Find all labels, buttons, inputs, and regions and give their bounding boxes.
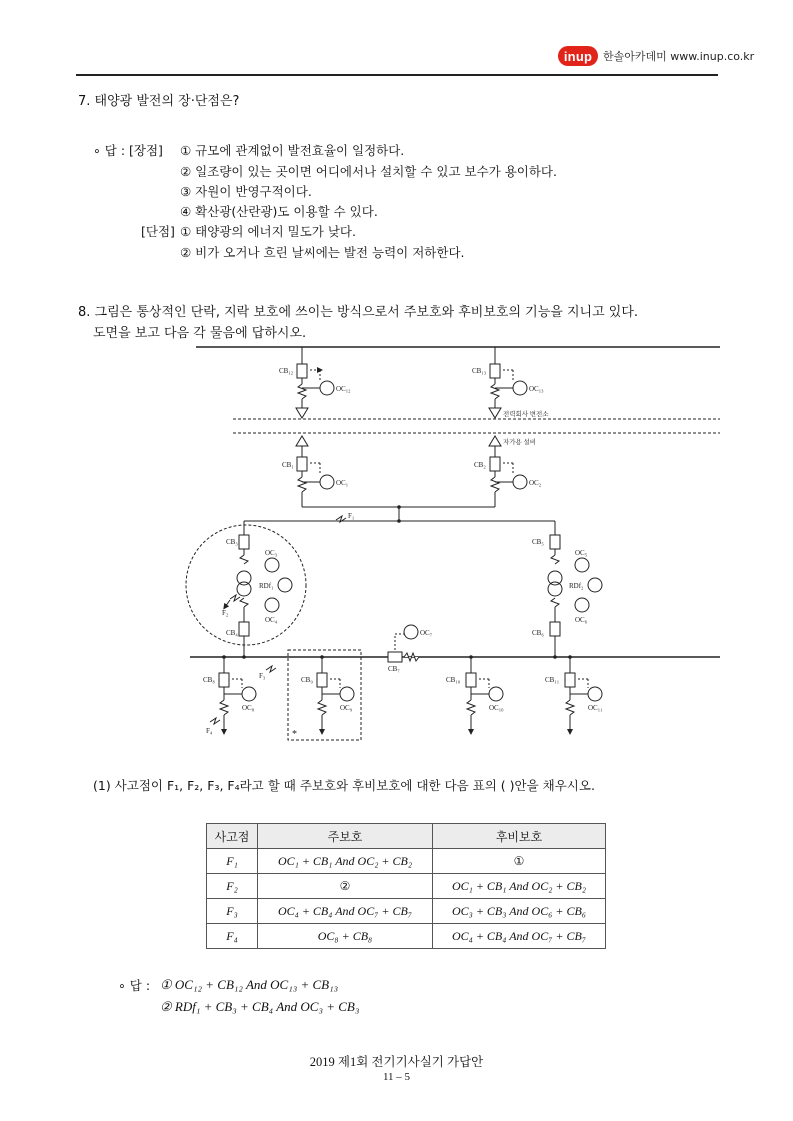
table-header: 주보호 [258,824,433,849]
rdf1-relay [278,578,292,592]
oc5-label: OC₅ [575,549,588,557]
fault-f4-symbol [210,718,220,724]
cb13-breaker [490,364,500,378]
table-cell: OC₄ + CB₄ And OC₇ + CB₇ [433,924,606,949]
cb13-triangle [489,408,501,418]
cb12-breaker [297,364,307,378]
oc6-label: OC₆ [575,616,588,624]
q7-cons-label: [단점] [141,224,175,239]
rdf2-label: RDf₂ [569,582,584,590]
oc7-label: OC₇ [420,629,433,637]
cb12-label: CB₁₂ [279,367,294,375]
q8-answer-2: ② RDf₁ + CB₃ + CB₄ And OC₃ + CB₃ [160,999,360,1014]
rdf1-label: RDf₁ [259,582,274,590]
oc7-relay [404,625,418,639]
q7-pro-4: ④ 확산광(산란광)도 이용할 수 있다. [180,204,378,219]
customer-facility-label: 자가용 설비 [503,439,537,446]
oc8-label: OC₈ [242,704,255,712]
brand-logo: inup [558,46,598,66]
table-row [207,924,606,949]
table-cell: OC₁ + CB₁ And OC₂ + CB₂ [433,874,606,899]
cb1-breaker [297,457,307,471]
oc10-label: OC₁₀ [489,704,504,712]
feeder-cb2 [489,436,527,507]
table-row [207,874,606,899]
cb12-triangle [296,408,308,418]
oc10-relay [489,687,503,701]
oc2-relay [513,475,527,489]
oc11-relay [588,687,602,701]
cb11-label: CB₁₁ [545,676,560,684]
cb3-breaker [239,535,249,549]
table-cell: F₃ [207,899,258,924]
q7-con-1: ① 태양광의 에너지 밀도가 낮다. [180,224,356,239]
oc4-label: OC₄ [265,616,278,624]
table-header: 사고점 [207,824,258,849]
f4-label: F₄ [206,727,213,735]
brand-text: 한솔아카데미 www.inup.co.kr [603,50,755,63]
oc13-relay [513,381,527,395]
q8-sub1: (1) 사고점이 F₁, F₂, F₃, F₄라고 할 때 주보호와 후비보호에 대한 다음 표의 ( )안을 채우시오. [93,778,595,793]
cb6-breaker [550,622,560,636]
fault-f2-symbol [230,595,240,601]
table-row [207,899,606,924]
cb2-breaker [490,457,500,471]
oc4-relay [265,598,279,612]
feeder-cb9 [317,655,354,732]
cb3-label: CB₃ [226,538,238,546]
cb10-label: CB₁₀ [446,676,461,684]
fault-f3-symbol [266,666,276,672]
footer-title: 2019 제1회 전기기사실기 가답안 [309,1055,484,1069]
cb7-breaker [388,652,402,662]
page-number: 11 – 5 [382,1071,411,1083]
feeder-cb13 [489,347,527,418]
cb4-label: CB₄ [226,629,238,637]
cb11-breaker [565,673,575,687]
q8-answer-1: ① OC₁₂ + CB₁₂ And OC₁₃ + CB₁₃ [160,977,339,992]
zone-box-cb9 [288,650,361,740]
q7-title: 7. 태양광 발전의 장·단점은? [78,94,240,109]
oc1-relay [320,475,334,489]
utility-substation-label: 전력회사 변전소 [503,411,549,418]
feeder-cb11 [565,655,602,732]
table-cell: F₂ [207,874,258,899]
table-row [207,849,606,874]
cb5-breaker [550,535,560,549]
cb8-breaker [219,673,229,687]
cb4-breaker [239,622,249,636]
table-cell: OC₁ + CB₁ And OC₂ + CB₂ [258,849,433,874]
oc8-relay [242,687,256,701]
f3-label: F₃ [259,672,266,680]
oc9-label: OC₉ [340,704,353,712]
feeder-cb1 [296,436,334,507]
feeder-cb12 [296,347,334,418]
feeder-cb8 [210,655,256,732]
oc11-label: OC₁₁ [588,704,603,712]
q7-con-2: ② 비가 오거나 흐린 날씨에는 발전 능력이 저하한다. [180,245,465,260]
table-cell: F₁ [207,849,258,874]
cb7-label: CB₇ [388,665,400,673]
oc9-relay [340,687,354,701]
table-cell: F₄ [207,924,258,949]
oc5-relay [575,558,589,572]
table-cell: OC₄ + CB₄ And OC₇ + CB₇ [258,899,433,924]
oc13-label: OC₁₃ [529,385,544,393]
oc3-label: OC₃ [265,549,278,557]
q7-pro-1: ① 규모에 관계없이 발전효율이 일정하다. [180,143,405,158]
rdf2-relay [588,578,602,592]
cb8-label: CB₈ [203,676,215,684]
cb1-label: CB₁ [282,461,294,469]
cb10-breaker [466,673,476,687]
asterisk-mark: * [292,729,297,740]
cb9-breaker [317,673,327,687]
oc12-relay [320,381,334,395]
q8-title-line2: 도면을 보고 다음 각 물음에 답하시오. [93,326,307,341]
q8-title-line1: 8. 그림은 통상적인 단락, 지락 보호에 쓰이는 방식으로서 주보호와 후비보호의 기능을 지니고 있다. [78,305,639,320]
table-cell: OC₈ + CB₈ [258,924,433,949]
f2-label: F₂ [222,609,229,617]
cb5-label: CB₅ [532,538,544,546]
oc3-relay [265,558,279,572]
table-cell: ② [258,874,433,899]
protection-table [206,823,606,949]
table-header: 후비보호 [433,824,606,849]
cb2-label: CB₂ [474,461,486,469]
oc2-label: OC₂ [529,479,542,487]
q7-answer-prefix: ∘ 답 : [장점] [93,143,163,158]
feeder-cb10 [466,655,503,732]
oc6-relay [575,598,589,612]
q7-pro-2: ② 일조량이 있는 곳이면 어디에서나 설치할 수 있고 보수가 용이하다. [180,164,557,179]
oc1-label: OC₁ [336,479,349,487]
table-cell: OC₃ + CB₃ And OC₆ + CB₆ [433,899,606,924]
f1-label: F₁ [348,512,355,520]
table-header-row [207,824,606,849]
cb6-label: CB₆ [532,629,544,637]
q8-answer-prefix: ∘ 답 : [118,978,151,993]
cb13-label: CB₁₃ [472,367,487,375]
q7-pro-3: ③ 자원이 반영구적이다. [180,184,312,199]
table-cell: ① [433,849,606,874]
cb9-label: CB₉ [301,676,313,684]
oc12-label: OC₁₂ [336,385,351,393]
